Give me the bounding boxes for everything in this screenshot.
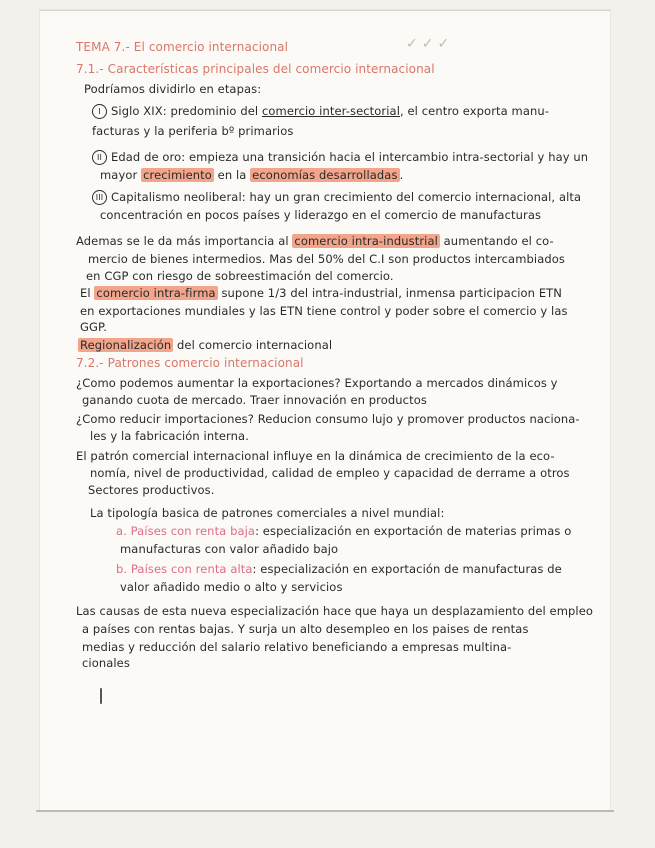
q-imports-l2: les y la fabricación interna. — [90, 429, 249, 443]
stage-3-line: III Capitalismo neoliberal: hay un gran crecimiento del comercio internacional, alta — [92, 190, 581, 205]
q-exports-l2: ganando cuota de mercado. Traer innovación en productos — [82, 393, 427, 407]
s71-intro: Podríamos dividirlo en etapas: — [84, 82, 262, 96]
label-renta-alta: b. Países con renta alta — [116, 562, 253, 576]
check-marks-icon: ✓✓✓ — [406, 36, 454, 52]
stage-2-line: II Edad de oro: empieza una transición hacia el intercambio intra-sectorial y hay un — [92, 150, 588, 165]
s71-para2-l2: en exportaciones mundiales y las ETN tiene control y poder sobre el comercio y las — [80, 304, 568, 318]
renta-baja-cont: manufacturas con valor añadido bajo — [120, 542, 339, 556]
s71-para2-l3: GGP. — [80, 320, 108, 334]
page-title: TEMA 7.- El comercio internacional — [76, 40, 289, 54]
patron-para-l1: El patrón comercial internacional influye en la dinámica de crecimiento de la eco- — [76, 449, 555, 463]
s71-para1-l3: en CGP con riesgo de sobreestimación del comercio. — [86, 269, 394, 283]
stage-2-cont: mayor crecimiento en la economías desarrolladas . — [100, 168, 404, 182]
causas-l4: cionales — [82, 656, 130, 670]
patron-para-l2: nomía, nivel de productividad, calidad de empleo y capacidad de derrame a otros — [90, 466, 570, 480]
stage-1-line: I Siglo XIX: predominio del comercio inter-sectorial, el centro exporta manu- — [92, 104, 549, 119]
section-7-1-title: 7.1.- Características principales del comercio internacional — [76, 62, 435, 76]
s71-para1-l1: Ademas se le da más importancia al comercio intra-industrial aumentando el co- — [76, 234, 554, 248]
section-7-2-title: 7.2.- Patrones comercio internacional — [76, 356, 304, 370]
stage-3-cont: concentración en pocos países y liderazgo en el comercio de manufacturas — [100, 208, 542, 222]
causas-l3: medias y reducción del salario relativo beneficiando a empresas multina- — [82, 640, 512, 654]
page-top-edge — [40, 10, 610, 11]
causas-l2: a países con rentas bajas. Y surja un alto desempleo en los paises de rentas — [82, 622, 529, 636]
renta-baja-line: a. Países con renta baja: especialización en exportación de materias primas o — [116, 524, 572, 538]
tipologia-line: La tipología basica de patrones comerciales a nivel mundial: — [90, 506, 445, 520]
pen-mark — [100, 688, 102, 704]
highlight-regionalizacion: Regionalización — [80, 338, 172, 352]
s71-para2-l1: El comercio intra-firma supone 1/3 del intra-industrial, inmensa participacion ETN — [80, 286, 563, 300]
highlight-economias-desarrolladas: economías desarrolladas — [252, 168, 398, 182]
label-renta-baja: a. Países con renta baja — [116, 524, 256, 538]
highlight-intra-firma: comercio intra-firma — [96, 286, 216, 300]
stage-1-cont: facturas y la periferia bº primarios — [92, 124, 294, 138]
s71-para3: Regionalización del comercio internacional — [80, 338, 333, 352]
page-bottom-edge — [36, 810, 614, 812]
highlight-intra-industrial: comercio intra-industrial — [294, 234, 438, 248]
roman-one-icon: I — [92, 104, 107, 119]
highlight-crecimiento: crecimiento — [143, 168, 212, 182]
renta-alta-line: b. Países con renta alta: especialización en exportación de manufacturas de — [116, 562, 562, 576]
roman-three-icon: III — [92, 190, 107, 205]
causas-l1: Las causas de esta nueva especialización hace que haya un desplazamiento del empleo — [76, 604, 594, 618]
term-inter-sectorial: comercio inter-sectorial — [261, 104, 400, 118]
q-exports-l1: ¿Como podemos aumentar la exportaciones? Exportando a mercados dinámicos y — [76, 376, 558, 390]
q-imports-l1: ¿Como reducir importaciones? Reducion consumo lujo y promover productos naciona- — [76, 412, 580, 426]
roman-two-icon: II — [92, 150, 107, 165]
renta-alta-cont: valor añadido medio o alto y servicios — [120, 580, 343, 594]
s71-para1-l2: mercio de bienes intermedios. Mas del 50% del C.I son productos intercambiados — [88, 252, 565, 266]
patron-para-l3: Sectores productivos. — [88, 483, 215, 497]
